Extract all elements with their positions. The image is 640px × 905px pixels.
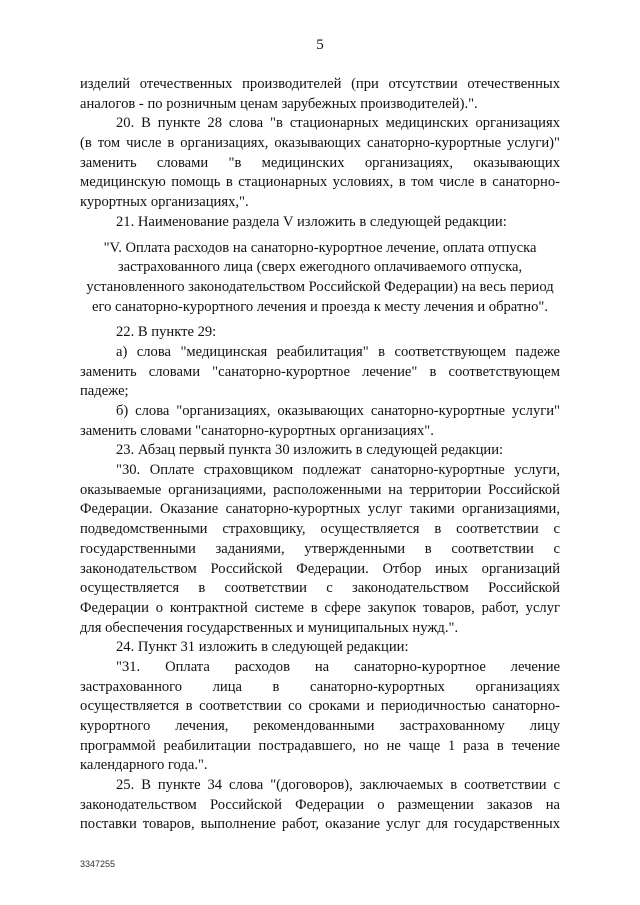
- text-line: курортного лечения, рекомендованными застрахованному лицу: [80, 718, 560, 734]
- text-line: изделий отечественных производителей (при отсутствии отечественных: [80, 76, 560, 92]
- page-number: 5: [316, 37, 324, 53]
- text-line: поставки товаров, выполнение работ, оказание услуг для государственных: [80, 816, 560, 833]
- text-line: законодательством Российской Федерации. Отбор иных организаций: [80, 560, 560, 577]
- text-line: Федерации о контрактной системе в сфере закупок товаров, работ, услуг: [80, 599, 560, 616]
- text-line: подведомственными страховщику, осуществляется в соответствии с: [80, 521, 560, 538]
- text-line: застрахованного лица в санаторно-курортных организациях: [80, 678, 560, 695]
- text-line: его санаторно-курортного лечения и проезда к месту лечения и обратно".: [92, 298, 548, 315]
- text-line: заменить словами "в медицинских организациях, оказывающих: [80, 154, 560, 171]
- text-line: (в том числе в организациях, оказывающих санаторно-курортные услуги)": [80, 135, 560, 152]
- text-line: "30. Оплате страховщиком подлежат санаторно-курортные услуги,: [116, 462, 560, 479]
- text-line: для обеспечения государственных и муниципальных нужд.".: [80, 619, 459, 636]
- text-line: 25. В пункте 34 слова "(договоров), заключаемых в соответствии с: [116, 777, 560, 794]
- text-line: законодательством Российской Федерации о размещении заказов на: [80, 796, 560, 813]
- text-line: 24. Пункт 31 изложить в следующей редакции:: [116, 639, 409, 656]
- text-line: программой реабилитации пострадавшего, но не чаще 1 раза в течение: [80, 737, 560, 754]
- text-line: заменить словами "санаторно-курортных организациях".: [80, 422, 434, 439]
- text-line: "V. Оплата расходов на санаторно-курортное лечение, оплата отпуска: [103, 239, 537, 256]
- text-line: медицинскую помощь в стационарных условиях, в том числе в санаторно-: [80, 174, 560, 191]
- text-line: 20. В пункте 28 слова "в стационарных медицинских организациях: [116, 115, 560, 132]
- text-line: 22. В пункте 29:: [116, 324, 217, 341]
- text-line: застрахованного лица (сверх ежегодного оплачиваемого отпуска,: [117, 259, 523, 276]
- text-line: курортных организациях,".: [80, 194, 249, 211]
- document-body: [80, 75, 560, 835]
- text-line: 23. Абзац первый пункта 30 изложить в следующей редакции:: [116, 442, 504, 459]
- text-line: а) слова "медицинская реабилитация" в соответствующем падеже: [116, 343, 560, 360]
- text-line: установленного законодательством Российской Федерации) на весь период: [86, 278, 554, 295]
- text-line: аналогов - по розничным ценам зарубежных производителей).".: [80, 95, 478, 112]
- text-line: падеже;: [80, 383, 129, 400]
- text-line: заменить словами "санаторно-курортное лечение" в соответствующем: [80, 363, 560, 380]
- text-line: государственными заданиями, утвержденными в соответствии с: [80, 540, 560, 557]
- text-line: осуществляется в соответствии с законодательством Российской: [80, 580, 560, 597]
- text-line: оказываемые организациями, расположенными на территории Российской: [80, 481, 560, 498]
- text-line: осуществляется в соответствии со сроками и периодичностью санаторно-: [80, 698, 560, 715]
- text-line: календарного года.".: [80, 757, 208, 774]
- footer-code: 3347255: [80, 859, 116, 869]
- text-line: 21. Наименование раздела V изложить в следующей редакции:: [116, 213, 507, 230]
- text-line: "31. Оплата расходов на санаторно-курортное лечение: [116, 658, 560, 675]
- text-line: б) слова "организациях, оказывающих санаторно-курортные услуги": [116, 403, 560, 419]
- text-line: Федерации. Оказание санаторно-курортных услуг такими организациями,: [80, 501, 560, 518]
